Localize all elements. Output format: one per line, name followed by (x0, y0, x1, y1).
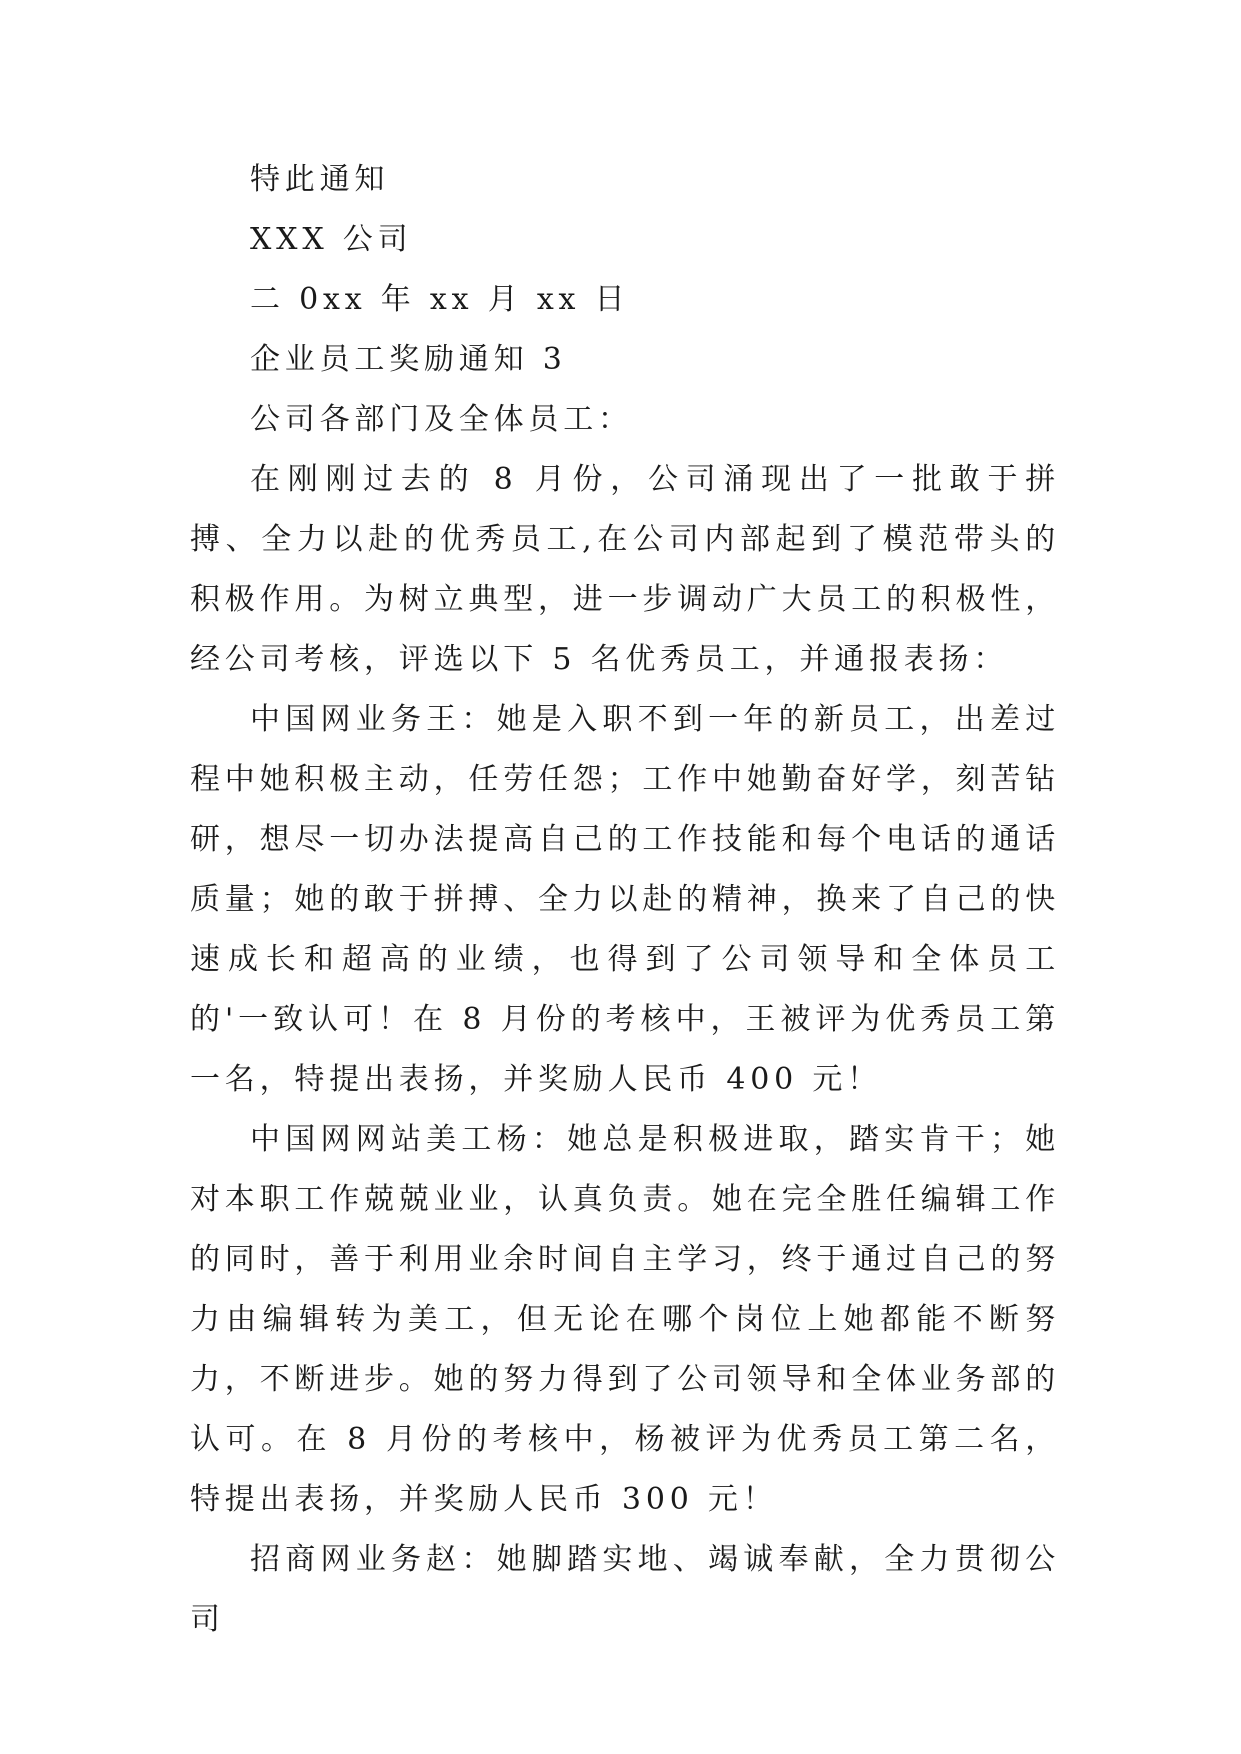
paragraph-employee-yang: 中国网网站美工杨：她总是积极进取，踏实肯干；她对本职工作兢兢业业，认真负责。她在完全胜任编辑工作的同时，善于利用业余时间自主学习，终于通过自己的努力由编辑转为美工，但无论在哪个岗位上她都能不断努力，不断进步。她的努力得到了公司领导和全体业务部的认可。在 8 月份的考核中，杨被评为优秀员工第二名，特提出表扬，并奖励人民币 300 元！ (190, 1122, 1060, 1517)
company-name: XXX 公司 (250, 222, 413, 257)
salutation: 公司各部门及全体员工： (250, 402, 633, 437)
notice-title: 企业员工奖励通知 3 (250, 342, 567, 377)
paragraph-employee-wang: 中国网业务王：她是入职不到一年的新员工，出差过程中她积极主动，任劳任怨；工作中她勤奋好学，刻苦钻研，想尽一切办法提高自己的工作技能和每个电话的通话质量；她的敢于拼搏、全力以赴的精神，换来了自己的快速成长和超高的业绩，也得到了公司领导和全体员工的'一致认可！在 8 月份的考核中，王被评为优秀员工第一名，特提出表扬，并奖励人民币 400 元！ (190, 702, 1060, 1097)
date-line: 二 0xx 年 xx 月 xx 日 (250, 282, 630, 317)
paragraph-employee-zhao: 招商网业务赵：她脚踏实地、竭诚奉献，全力贯彻公司 (190, 1542, 1060, 1637)
closing-line: 特此通知 (250, 162, 390, 197)
document-body (190, 150, 1060, 1650)
paragraph-intro: 在刚刚过去的 8 月份，公司涌现出了一批敢于拼搏、全力以赴的优秀员工,在公司内部起到了模范带头的积极作用。为树立典型，进一步调动广大员工的积极性，经公司考核，评选以下 5 名优秀员工，并通报表扬： (190, 462, 1060, 677)
